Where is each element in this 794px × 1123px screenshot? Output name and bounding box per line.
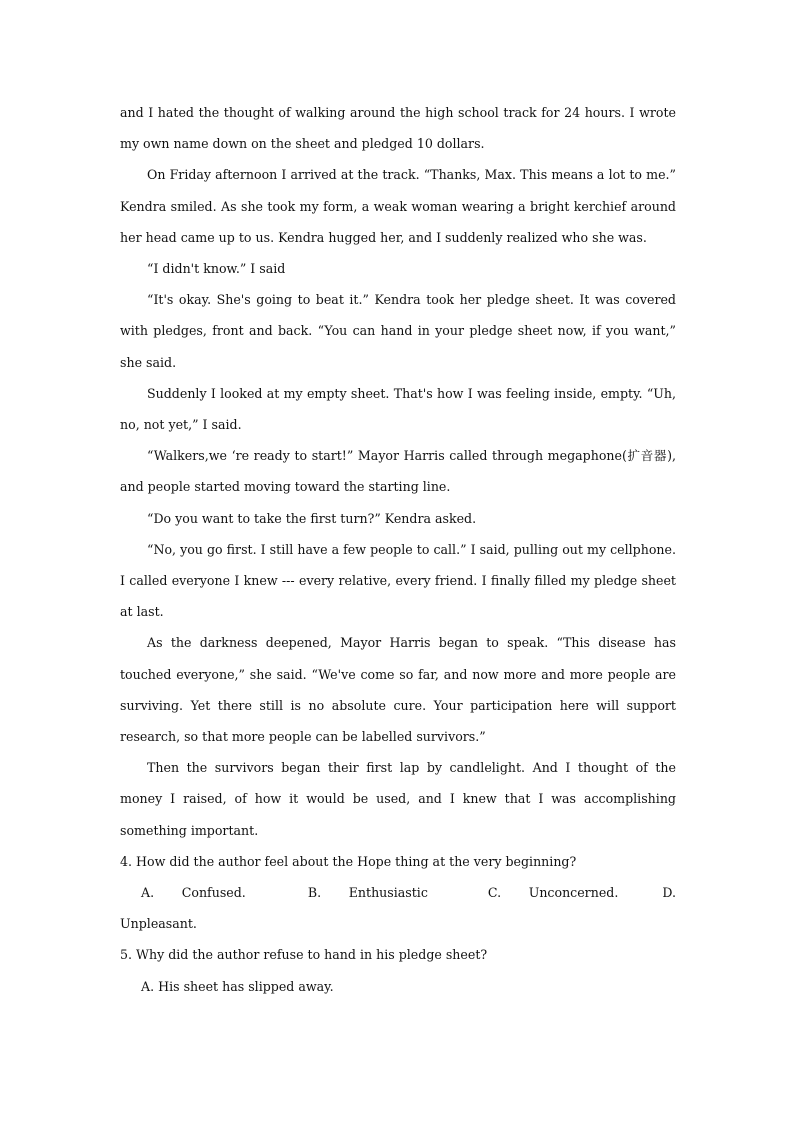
question-4-options [120, 877, 681, 939]
story-paragraph-10: Then the survivors began their first lap by candlelight. And I thought of the money I raised, of how it would be used, and I knew that I was accomplishing something important. [120, 760, 676, 838]
question-4-stem: 4. How did the author feel about the Hope thing at the very beginning? [120, 853, 577, 869]
story-paragraph-5: Suddenly I looked at my empty sheet. That's how I was feeling inside, empty. “Uh, no, not yet,” I said. [120, 385, 676, 433]
question-5-options [120, 971, 676, 1002]
story-paragraph-6: “Walkers,we ‘re ready to start!” Mayor Harris called through megaphone(扩音器), and people started moving toward the starting line. [120, 448, 676, 495]
story-paragraph-9: As the darkness deepened, Mayor Harris began to speak. “This disease has touched everyone,” she said. “We've come so far, and now more and more people are surviving. Yet there still is no absolute cure. Your participation here will support research, so that more people can be labelled survivors.” [120, 635, 676, 745]
story-paragraph-3: “I didn't know.” I said [147, 261, 286, 277]
question-4-option-d: D. Unpleasant. [120, 885, 681, 932]
story-paragraph-7: “Do you want to take the first turn?” Kendra asked. [147, 510, 477, 526]
question-4-option-b: B. Enthusiastic [307, 885, 428, 901]
story-paragraph-4: “It's okay. She's going to beat it.” Kendra took her pledge sheet. It was covered with pledges, front and back. “You can hand in your pledge sheet now, if you want,” she said. [120, 292, 676, 370]
question-4-option-a: A. Confused. [141, 885, 246, 901]
story-paragraph-2: On Friday afternoon I arrived at the track. “Thanks, Max. This means a lot to me.” Kendra smiled. As she took my form, a weak woman wearing a bright kerchief around her head came up to us. Kendra hugged her, and I suddenly realized who she was. [120, 167, 676, 245]
question-5-option-a: A. His sheet has slipped away. [141, 978, 334, 994]
question-4-option-c: C. Unconcerned. [487, 885, 619, 901]
document-page [120, 97, 681, 1002]
question-5-stem: 5. Why did the author refuse to hand in his pledge sheet? [120, 947, 488, 963]
story-paragraph-1: and I hated the thought of walking around the high school track for 24 hours. I wrote my own name down on the sheet and pledged 10 dollars. [120, 105, 676, 152]
story-paragraph-8: “No, you go first. I still have a few people to call.” I said, pulling out my cellphone. I called everyone I knew --- every relative, every friend. I finally filled my pledge sheet at last. [120, 541, 676, 620]
